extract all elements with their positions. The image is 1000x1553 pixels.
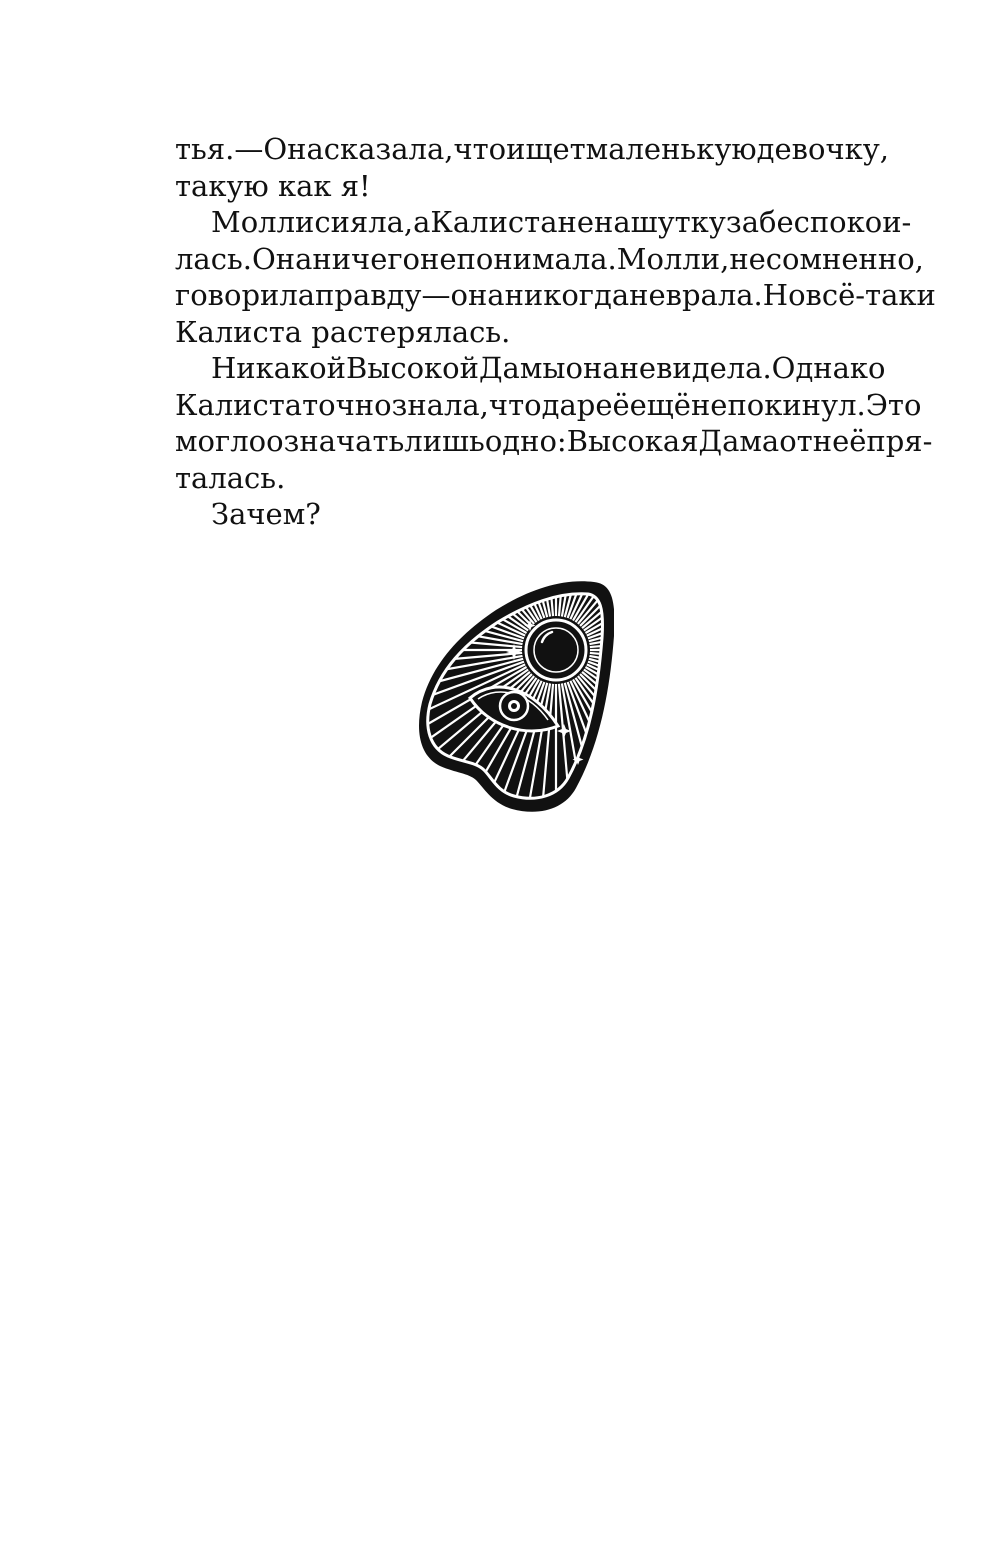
text-line: Калиста точно знала, что дар её ещё не покинул. Это (175, 387, 922, 422)
text-line: Молли сияла, а Калиста не на шутку забеспокои- (211, 205, 912, 239)
text-line: лась. Она ничего не понимала. Молли, несомненно, (175, 241, 924, 276)
text-line: такую как я! (175, 168, 371, 203)
text-line: Никакой Высокой Дамы она не видела. Однако (211, 351, 886, 385)
planchette-eye-icon (418, 578, 614, 812)
body-text (175, 131, 936, 533)
text-line: Зачем? (211, 497, 321, 531)
text-line: талась. (175, 460, 286, 495)
text-line: говорила правду — она никогда не врала. Но всё-таки (175, 278, 936, 312)
text-line: Калиста растерялась. (175, 314, 511, 349)
text-line: тья. — Она сказала, что ищет маленькую девочку, (175, 132, 890, 166)
text-line: могло означать лишь одно: Высокая Дама от неё пря- (175, 424, 933, 458)
